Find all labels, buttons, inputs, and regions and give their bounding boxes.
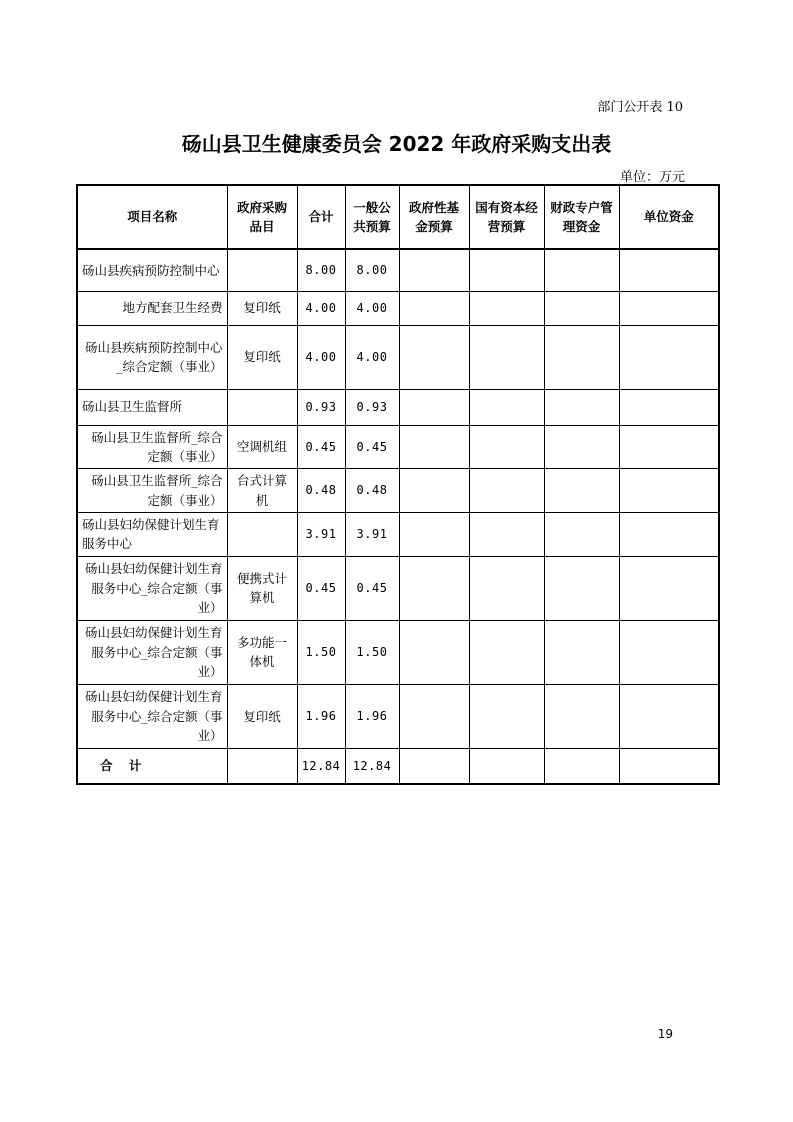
cell-capital-budget	[469, 249, 544, 291]
cell-special-account	[544, 513, 619, 557]
cell-unit-funds	[619, 325, 719, 389]
cell-total: 1.96	[297, 684, 345, 748]
cell-project-name: 砀山县卫生监督所_综合定额（事业）	[77, 469, 227, 513]
cell-capital-budget	[469, 425, 544, 469]
cell-capital-budget	[469, 291, 544, 325]
cell-project-name: 砀山县疾病预防控制中心	[77, 249, 227, 291]
cell-fund-budget	[399, 620, 469, 684]
cell-procurement-item	[227, 389, 297, 425]
cell-general-budget: 0.48	[345, 469, 399, 513]
cell-fund-budget	[399, 469, 469, 513]
table-row	[77, 249, 719, 291]
cell-general-budget: 4.00	[345, 291, 399, 325]
cell-general-budget: 1.96	[345, 684, 399, 748]
cell-procurement-item: 空调机组	[227, 425, 297, 469]
cell-project-name: 砀山县卫生监督所_综合定额（事业）	[77, 425, 227, 469]
col-header-total: 合计	[297, 185, 345, 249]
table-row	[77, 684, 719, 748]
cell-general-budget: 4.00	[345, 325, 399, 389]
cell-special-account	[544, 291, 619, 325]
cell-unit-funds	[619, 684, 719, 748]
cell-total: 8.00	[297, 249, 345, 291]
cell-unit-funds	[619, 249, 719, 291]
cell-fund-budget	[399, 748, 469, 784]
col-header-fund-budget: 政府性基金预算	[399, 185, 469, 249]
cell-fund-budget	[399, 249, 469, 291]
cell-general-budget: 0.45	[345, 556, 399, 620]
cell-capital-budget	[469, 556, 544, 620]
cell-capital-budget	[469, 620, 544, 684]
table-row	[77, 389, 719, 425]
cell-special-account	[544, 469, 619, 513]
cell-special-account	[544, 556, 619, 620]
page-number: 19	[657, 1027, 673, 1041]
cell-fund-budget	[399, 425, 469, 469]
total-row	[77, 748, 719, 784]
table-row	[77, 291, 719, 325]
cell-unit-funds	[619, 425, 719, 469]
cell-total: 0.48	[297, 469, 345, 513]
cell-total: 0.45	[297, 556, 345, 620]
cell-special-account	[544, 684, 619, 748]
cell-procurement-item: 复印纸	[227, 325, 297, 389]
cell-total: 4.00	[297, 325, 345, 389]
table-row	[77, 325, 719, 389]
cell-project-name: 砀山县疾病预防控制中心_综合定额（事业）	[77, 325, 227, 389]
cell-project-name: 砀山县妇幼保健计划生育服务中心_综合定额（事业）	[77, 620, 227, 684]
cell-general-budget: 12.84	[345, 748, 399, 784]
cell-capital-budget	[469, 513, 544, 557]
cell-total: 0.45	[297, 425, 345, 469]
table-body	[77, 249, 719, 784]
cell-procurement-item	[227, 748, 297, 784]
cell-capital-budget	[469, 389, 544, 425]
col-header-capital-budget: 国有资本经营预算	[469, 185, 544, 249]
cell-fund-budget	[399, 389, 469, 425]
cell-capital-budget	[469, 748, 544, 784]
cell-project-name: 砀山县妇幼保健计划生育服务中心_综合定额（事业）	[77, 684, 227, 748]
cell-capital-budget	[469, 325, 544, 389]
cell-unit-funds	[619, 291, 719, 325]
cell-capital-budget	[469, 684, 544, 748]
table-row	[77, 620, 719, 684]
cell-procurement-item: 便携式计算机	[227, 556, 297, 620]
col-header-general-budget: 一般公共预算	[345, 185, 399, 249]
cell-total: 4.00	[297, 291, 345, 325]
col-header-project-name: 项目名称	[77, 185, 227, 249]
table-row	[77, 469, 719, 513]
cell-project-name: 地方配套卫生经费	[77, 291, 227, 325]
cell-unit-funds	[619, 556, 719, 620]
procurement-table	[76, 184, 720, 785]
cell-total: 3.91	[297, 513, 345, 557]
col-header-special-account: 财政专户管理资金	[544, 185, 619, 249]
cell-general-budget: 0.45	[345, 425, 399, 469]
table-row	[77, 425, 719, 469]
header-row	[77, 185, 719, 249]
page-title: 砀山县卫生健康委员会 2022 年政府采购支出表	[181, 132, 612, 156]
cell-procurement-item	[227, 249, 297, 291]
cell-unit-funds	[619, 469, 719, 513]
cell-procurement-item: 复印纸	[227, 684, 297, 748]
cell-fund-budget	[399, 684, 469, 748]
cell-special-account	[544, 249, 619, 291]
cell-procurement-item: 台式计算机	[227, 469, 297, 513]
cell-unit-funds	[619, 620, 719, 684]
cell-project-name: 砀山县卫生监督所	[77, 389, 227, 425]
cell-special-account	[544, 748, 619, 784]
cell-capital-budget	[469, 469, 544, 513]
cell-unit-funds	[619, 389, 719, 425]
cell-general-budget: 0.93	[345, 389, 399, 425]
cell-procurement-item	[227, 513, 297, 557]
cell-general-budget: 8.00	[345, 249, 399, 291]
cell-project-name: 砀山县妇幼保健计划生育服务中心_综合定额（事业）	[77, 556, 227, 620]
col-header-procurement-item: 政府采购品目	[227, 185, 297, 249]
table-row	[77, 556, 719, 620]
cell-procurement-item: 复印纸	[227, 291, 297, 325]
cell-general-budget: 3.91	[345, 513, 399, 557]
col-header-unit-funds: 单位资金	[619, 185, 719, 249]
table-row	[77, 513, 719, 557]
cell-total: 0.93	[297, 389, 345, 425]
cell-special-account	[544, 389, 619, 425]
cell-special-account	[544, 325, 619, 389]
cell-project-name: 砀山县妇幼保健计划生育服务中心	[77, 513, 227, 557]
cell-fund-budget	[399, 556, 469, 620]
cell-fund-budget	[399, 513, 469, 557]
unit-label: 单位：万元	[619, 170, 685, 185]
cell-special-account	[544, 425, 619, 469]
table-number: 部门公开表 10	[597, 100, 683, 115]
cell-general-budget: 1.50	[345, 620, 399, 684]
cell-special-account	[544, 620, 619, 684]
cell-fund-budget	[399, 291, 469, 325]
cell-procurement-item: 多功能一体机	[227, 620, 297, 684]
cell-fund-budget	[399, 325, 469, 389]
cell-total: 12.84	[297, 748, 345, 784]
cell-project-name: 合 计	[77, 748, 227, 784]
cell-unit-funds	[619, 513, 719, 557]
cell-total: 1.50	[297, 620, 345, 684]
cell-unit-funds	[619, 748, 719, 784]
